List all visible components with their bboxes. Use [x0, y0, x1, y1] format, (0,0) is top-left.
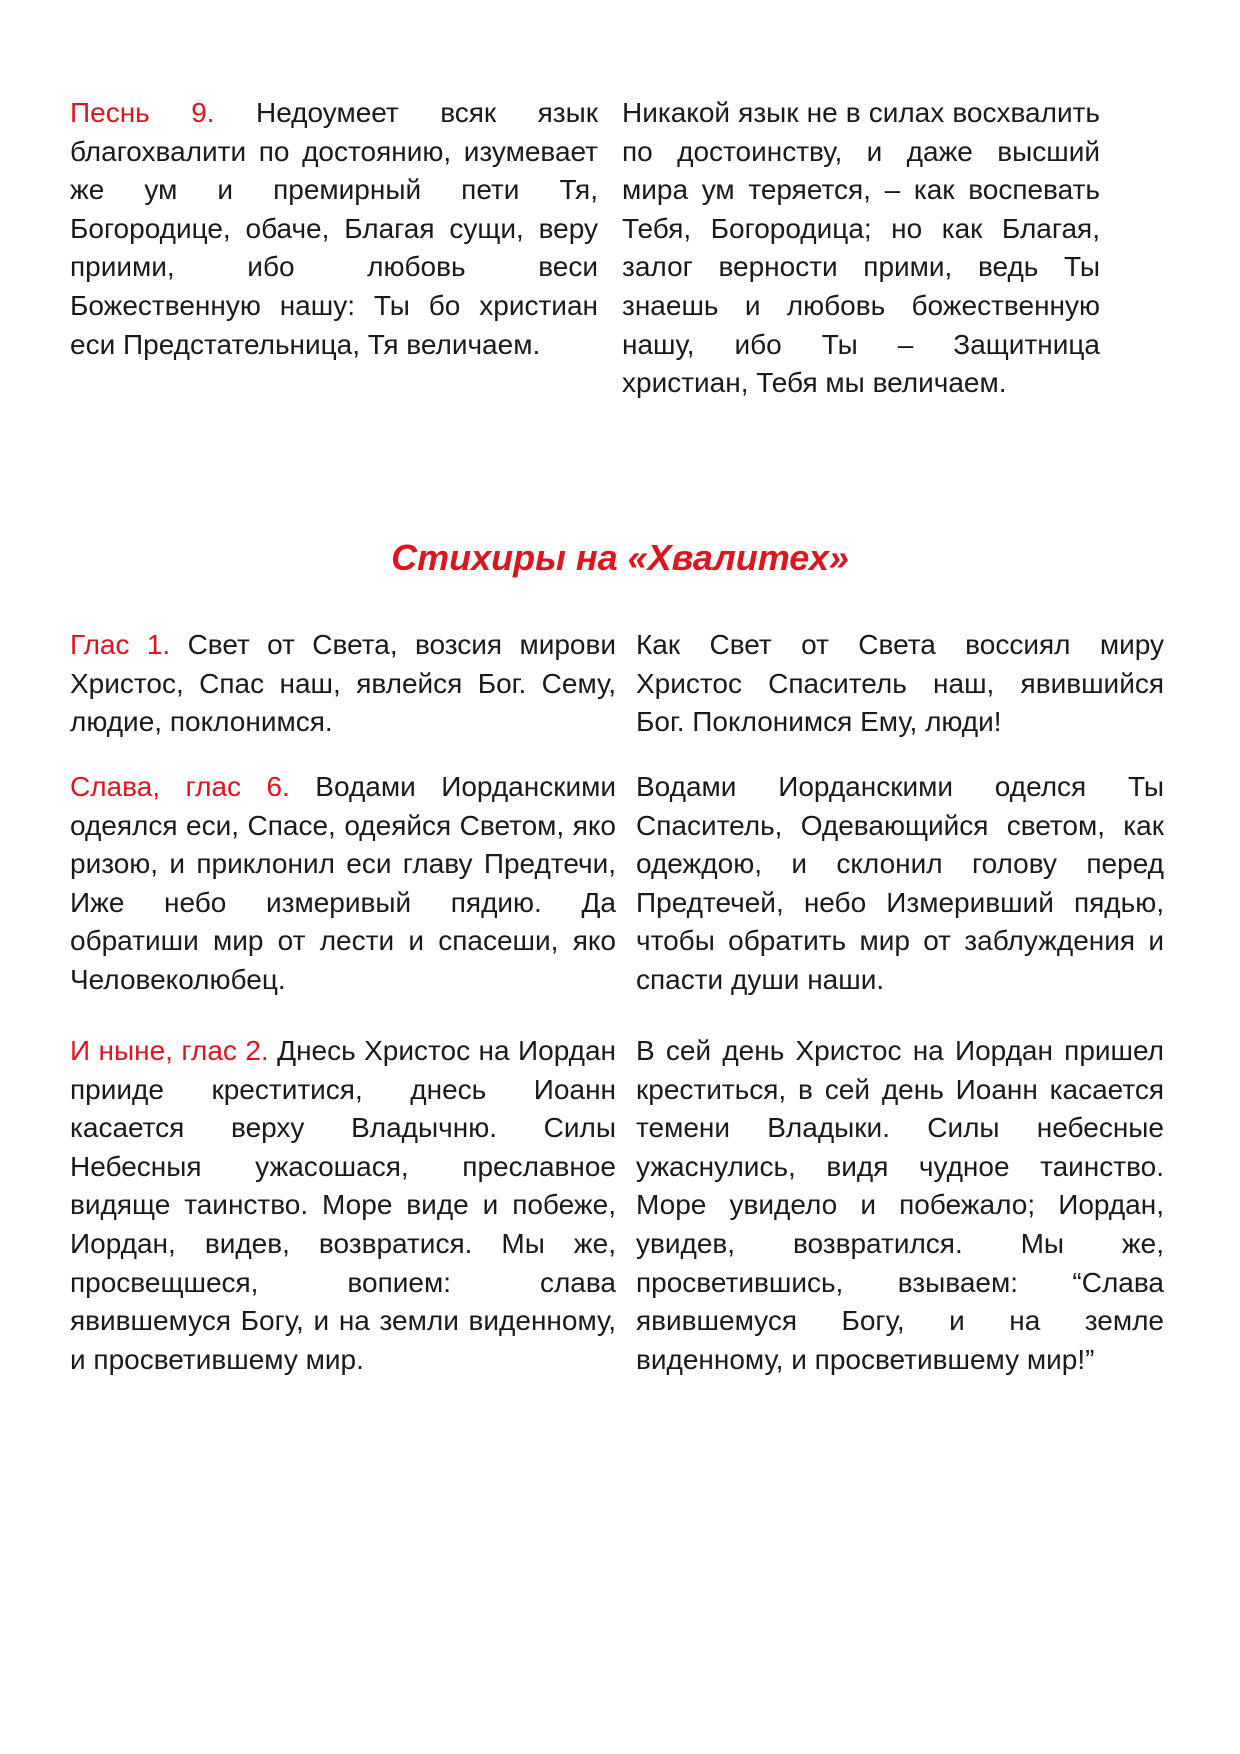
canto-9-block [70, 94, 1100, 403]
sticheron-2-church-slavonic [70, 768, 616, 1000]
sticheron-1-translation: Как Свет от Света воссиял миру Христос Спаситель наш, явившийся Бог. Поклонимся Ему, люди! [636, 629, 1164, 738]
sticheron-3-church-slavonic [70, 1032, 616, 1379]
sticheron-3-church-text: Днесь Христос на Иордан прииде креститися, днесь Иоанн касается верху Владычню. Силы Небесныя ужасошася, преславное видяще таинство. Море виде и побеже, Иордан, видев, возвратися. Мы же, просвещшеся, вопием: слава явившемуся Богу, и на земли виденному, и просветившему мир. [70, 1035, 616, 1375]
canto-9-label: Песнь 9. [70, 97, 215, 128]
section-heading: Стихиры на «Хвалитех» [391, 537, 849, 578]
canto-9-church-slavonic [70, 94, 598, 403]
sticheron-1-label: Глас 1. [70, 629, 171, 660]
sticheron-3-label: И ныне, глас 2. [70, 1035, 269, 1066]
sticheron-2-translation: Водами Иорданскими оделся Ты Спаситель, Одевающийся светом, как одеждою, и склонил голову перед Предтечей, небо Измеривший пядью, чтобы обратить мир от заблуждения и спасти души наши. [636, 771, 1164, 995]
sticheron-1-block [70, 626, 1164, 742]
sticheron-1-church-slavonic [70, 626, 616, 742]
sticheron-3-block [70, 1032, 1164, 1379]
sticheron-1-church-text: Свет от Света, возсия мирови Христос, Спас наш, явлейся Бог. Сему, людие, поклонимся. [70, 629, 617, 738]
canto-9-translation: Никакой язык не в силах восхвалить по достоинству, и даже высший мира ум теряется, – как воспевать Тебя, Богородица; но как Благая, залог верности прими, ведь Ты знаешь и любовь божественную нашу, ибо Ты – Защитница христиан, Тебя мы величаем. [622, 97, 1100, 399]
sticheron-2-church-text: Водами Иорданскими одеялся еси, Спасе, одеяйся Светом, яко ризою, и приклонил еси главу Предтечи, Иже небо измеривый пядию. Да обратиши мир от лести и спасеши, яко Человеколюбец. [70, 771, 616, 995]
canto-9-church-text: Недоумеет всяк язык благохвалити по достоянию, изумевает же ум и премирный пети Тя, Богородице, обаче, Благая сущи, веру приими, ибо любовь веси Божественную нашу: Ты бо христиан еси Предстательница, Тя величаем. [70, 97, 598, 360]
sticheron-2-label: Слава, глас 6. [70, 771, 290, 802]
sticheron-3-translation: В сей день Христос на Иордан пришел креститься, в сей день Иоанн касается темени Владыки. Силы небесные ужаснулись, видя чудное таинство. Море увидело и побежало; Иордан, увидев, возвратился. Мы же, просветившись, взываем: “Слава явившемуся Богу, и на земле виденному, и просветившему мир!” [636, 1035, 1164, 1375]
sticheron-2-block [70, 768, 1164, 1000]
